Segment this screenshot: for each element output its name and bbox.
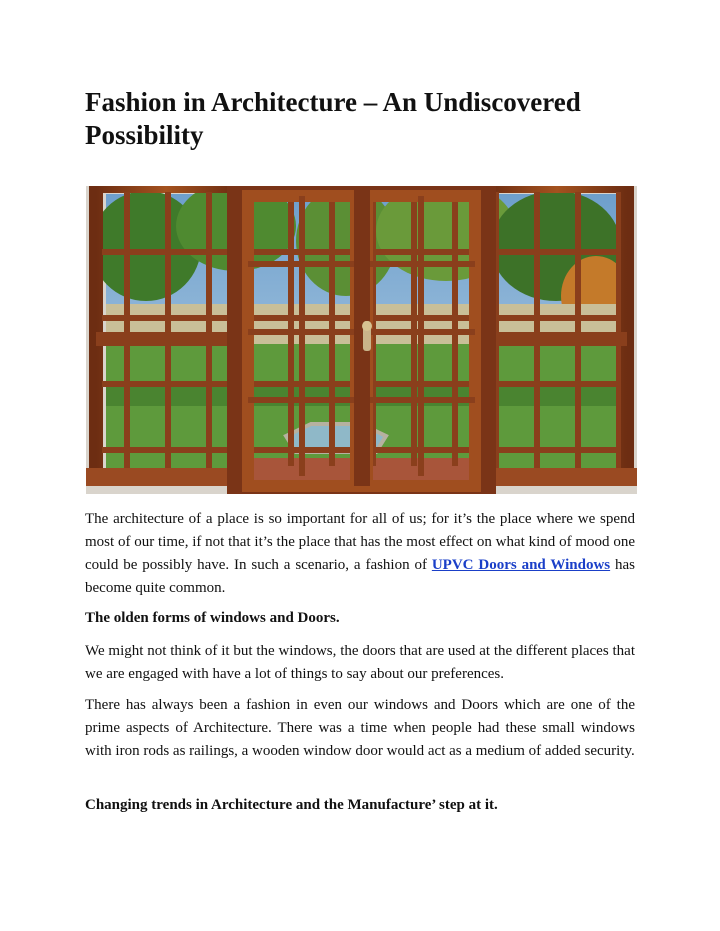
article-title: Fashion in Architecture – An Undiscovered Possibility bbox=[85, 87, 581, 150]
section-heading-olden-forms: The olden forms of windows and Doors. bbox=[85, 610, 340, 626]
intro-text-end: has become quite common. bbox=[85, 557, 635, 596]
intro-text-start: The architecture of a place is so important for all of us; for it’s the place where we spend most of our time, if not that it’s the place that has the most effect on what kind of mood one could be possibly have. In such a scenario, a fashion of bbox=[85, 511, 635, 573]
french-doors-photo bbox=[86, 186, 637, 494]
intro-paragraph bbox=[85, 508, 635, 600]
paragraph-preferences: We might not think of it but the windows, the doors that are used at the different places that we are engaged with have a lot of things to say about our preferences. bbox=[85, 643, 635, 682]
paragraph-fashion-history: There has always been a fashion in even our windows and Doors which are one of the prime aspects of Architecture. There was a time when people had these small windows with iron rods as railings, a wooden window door would act as a medium of added security. bbox=[85, 697, 635, 759]
section-heading-changing-trends: Changing trends in Architecture and the Manufacture’ step at it. bbox=[85, 797, 498, 813]
upvc-doors-windows-link[interactable]: UPVC Doors and Windows bbox=[431, 557, 611, 573]
